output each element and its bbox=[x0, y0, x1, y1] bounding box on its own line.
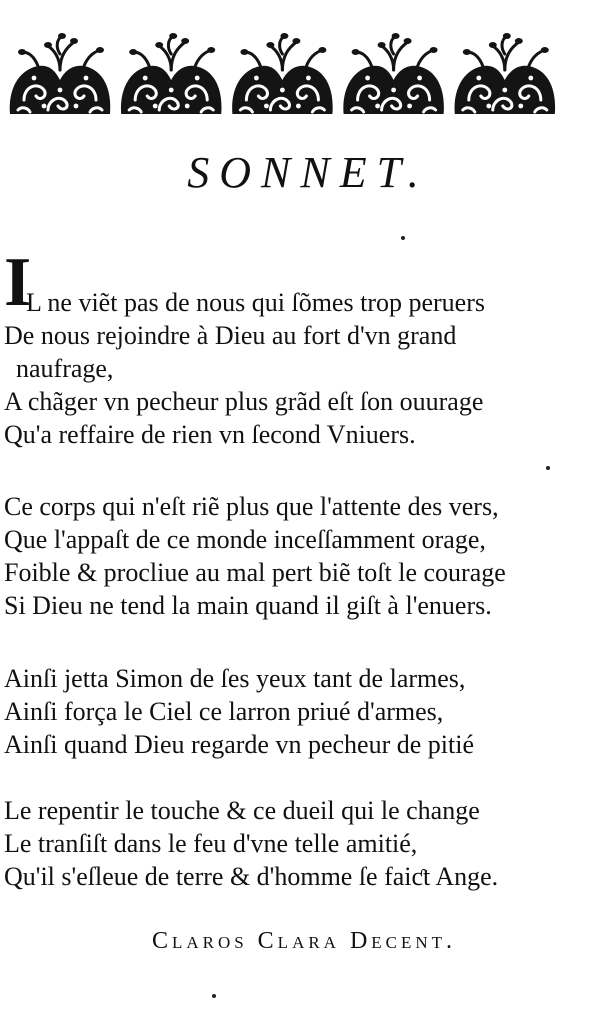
verse-line: Ainſi jetta Simon de ſes yeux tant de larmes, bbox=[4, 664, 466, 693]
fleuron-unit bbox=[343, 33, 444, 114]
fleuron-band-icon bbox=[4, 30, 560, 118]
verse-line: Si Dieu ne tend la main quand il giſt à l'enuers. bbox=[4, 591, 492, 620]
stanza-3 bbox=[4, 662, 604, 761]
verse-line: Le repentir le touche & ce dueil qui le change bbox=[4, 796, 480, 825]
ink-speck bbox=[401, 236, 405, 240]
verse-line: Ce corps qui n'eſt riẽ plus que l'attente des vers, bbox=[4, 492, 499, 521]
verse-line: L ne viẽt pas de nous qui ſõmes trop peruers bbox=[26, 288, 485, 317]
stanza-4 bbox=[4, 794, 604, 893]
fleuron-unit bbox=[121, 33, 222, 114]
verse-line: Foible & procliue au mal pert biẽ toſt le courage bbox=[4, 558, 506, 587]
drop-cap: I bbox=[4, 244, 32, 321]
verse-line: Que l'appaſt de ce monde inceſſamment orage, bbox=[4, 525, 486, 554]
stanza-2 bbox=[4, 490, 604, 622]
verse-line: De nous rejoindre à Dieu au fort d'vn grand bbox=[4, 321, 457, 350]
fleuron-unit bbox=[10, 33, 111, 114]
fleuron-unit bbox=[455, 33, 556, 114]
verse-line: Ainſi quand Dieu regarde vn pecheur de pitié bbox=[4, 730, 474, 759]
verse-line: Qu'a reffaire de rien vn ſecond Vniuers. bbox=[4, 420, 416, 449]
stanza-1 bbox=[4, 286, 604, 451]
verse-line: Qu'il s'eſleue de terre & d'homme ſe faiƈt Ange. bbox=[4, 862, 499, 891]
fleuron-unit bbox=[232, 33, 333, 114]
verse-line: Le tranſiſt dans le feu d'vne telle amitié, bbox=[4, 829, 418, 858]
ink-speck bbox=[546, 466, 550, 470]
page-title: SONNET. bbox=[187, 148, 429, 197]
verse-line: A chãger vn pecheur plus grãd eſt ſon ouurage bbox=[4, 387, 484, 416]
verse-line: naufrage, bbox=[16, 354, 114, 383]
verse-line: Ainſi força le Ciel ce larron priué d'armes, bbox=[4, 697, 444, 726]
ink-speck bbox=[212, 994, 216, 998]
motto: Claros Clara Decent. bbox=[151, 928, 457, 954]
